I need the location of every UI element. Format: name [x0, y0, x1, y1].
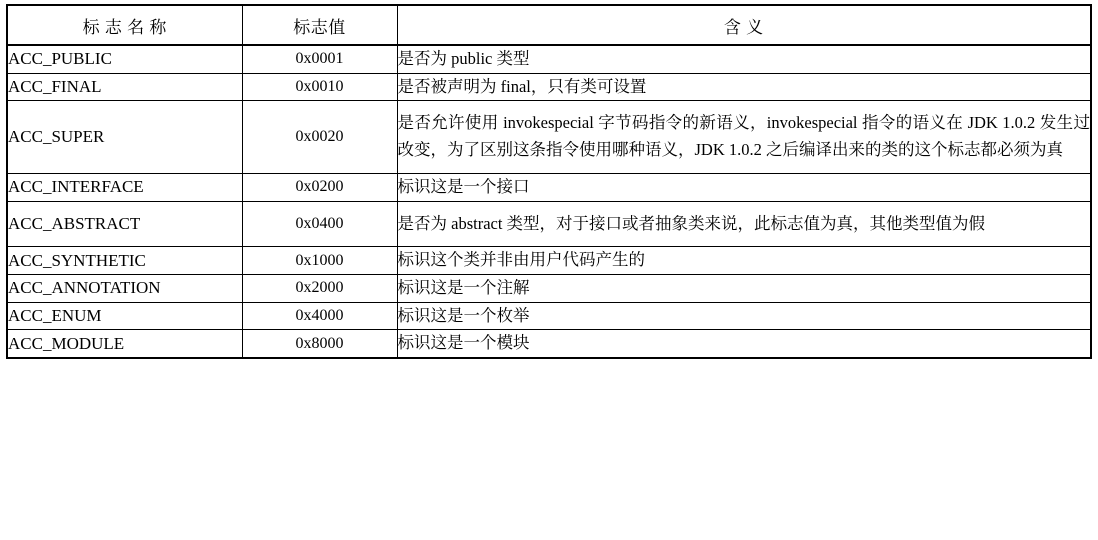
cell-flag-value: 0x8000 — [242, 330, 397, 358]
cell-flag-name: ACC_FINAL — [7, 73, 242, 101]
cell-meaning: 标识这个类并非由用户代码产生的 — [397, 247, 1091, 275]
table-row — [7, 173, 1091, 201]
table-row — [7, 45, 1091, 73]
table-row — [7, 101, 1091, 173]
cell-meaning: 标识这是一个枚举 — [397, 302, 1091, 330]
table-row — [7, 201, 1091, 247]
cell-flag-name: ACC_INTERFACE — [7, 173, 242, 201]
table-row — [7, 302, 1091, 330]
column-header-meaning: 含 义 — [397, 5, 1091, 45]
cell-flag-name: ACC_ABSTRACT — [7, 201, 242, 247]
cell-flag-value: 0x4000 — [242, 302, 397, 330]
cell-meaning: 标识这是一个模块 — [397, 330, 1091, 358]
column-header-flag-name: 标 志 名 称 — [7, 5, 242, 45]
cell-meaning: 是否允许使用 invokespecial 字节码指令的新语义，invokespecial 指令的语义在 JDK 1.0.2 发生过改变，为了区别这条指令使用哪种语义，JDK 1.0.2 之后编译出来的类的这个标志都必须为真 — [397, 101, 1091, 173]
cell-flag-value: 0x0001 — [242, 45, 397, 73]
table-row — [7, 275, 1091, 303]
cell-flag-value: 0x2000 — [242, 275, 397, 303]
cell-meaning: 标识这是一个注解 — [397, 275, 1091, 303]
cell-flag-name: ACC_SUPER — [7, 101, 242, 173]
cell-flag-name: ACC_ANNOTATION — [7, 275, 242, 303]
table-header — [7, 5, 1091, 45]
table-row — [7, 73, 1091, 101]
table-header-row — [7, 5, 1091, 45]
cell-flag-value: 0x0020 — [242, 101, 397, 173]
cell-flag-name: ACC_PUBLIC — [7, 45, 242, 73]
table-row — [7, 330, 1091, 358]
cell-flag-name: ACC_SYNTHETIC — [7, 247, 242, 275]
cell-meaning: 是否为 public 类型 — [397, 45, 1091, 73]
cell-flag-value: 0x0400 — [242, 201, 397, 247]
cell-meaning: 标识这是一个接口 — [397, 173, 1091, 201]
cell-flag-value: 0x1000 — [242, 247, 397, 275]
access-flags-table — [6, 4, 1092, 359]
cell-flag-value: 0x0200 — [242, 173, 397, 201]
cell-flag-name: ACC_ENUM — [7, 302, 242, 330]
cell-flag-name: ACC_MODULE — [7, 330, 242, 358]
cell-meaning: 是否为 abstract 类型，对于接口或者抽象类来说，此标志值为真，其他类型值为假 — [397, 201, 1091, 247]
cell-meaning: 是否被声明为 final，只有类可设置 — [397, 73, 1091, 101]
table-row — [7, 247, 1091, 275]
column-header-flag-value: 标志值 — [242, 5, 397, 45]
cell-flag-value: 0x0010 — [242, 73, 397, 101]
table-body — [7, 45, 1091, 358]
